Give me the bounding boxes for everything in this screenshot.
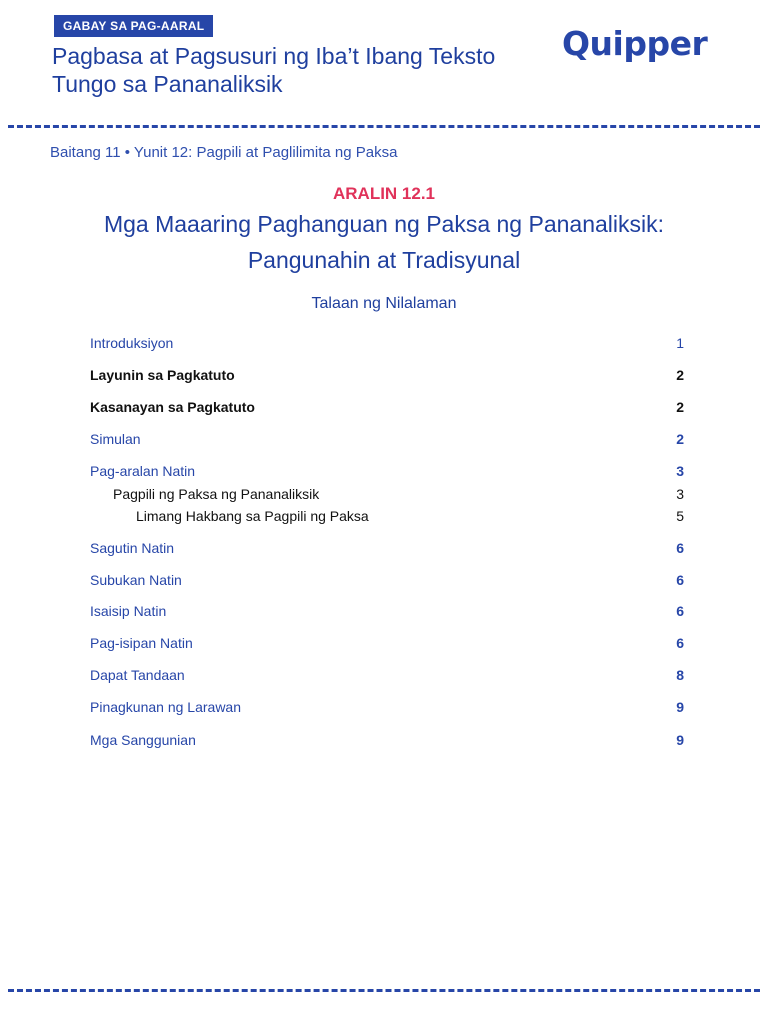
toc-item-label: Introduksiyon — [90, 335, 174, 351]
toc-item-page: 2 — [676, 367, 684, 383]
toc-item-mga-sanggunian[interactable] — [90, 731, 684, 749]
lesson-label: ARALIN 12.1 — [332, 184, 436, 203]
lesson-title: Mga Maaaring Paghanguan ng Paksa ng Pananaliksik: Pangunahin at Tradisyunal — [103, 211, 665, 273]
guide-badge: GABAY SA PAG-AARAL — [54, 15, 213, 37]
toc-item-page: 6 — [676, 603, 684, 619]
toc-item-label: Kasanayan sa Pagkatuto — [90, 399, 255, 415]
toc-item-sagutin-natin[interactable] — [90, 539, 684, 557]
toc-item-label: Sagutin Natin — [90, 540, 175, 556]
toc-item-kasanayan[interactable] — [90, 398, 684, 416]
toc-item-label: Isaisip Natin — [90, 603, 167, 619]
toc-item-pagpili-ng-paksa[interactable] — [113, 485, 684, 503]
toc-item-label: Layunin sa Pagkatuto — [90, 367, 235, 383]
toc-item-page: 9 — [676, 732, 684, 748]
toc-item-pag-aralan-natin[interactable] — [90, 462, 684, 480]
toc-item-label: Dapat Tandaan — [90, 667, 185, 683]
toc-item-label: Pag-isipan Natin — [90, 635, 193, 651]
toc-item-dapat-tandaan[interactable] — [90, 666, 684, 684]
toc-item-page: 5 — [676, 508, 684, 524]
toc-heading: Talaan ng Nilalaman — [311, 295, 457, 312]
toc-item-pag-isipan-natin[interactable] — [90, 634, 684, 652]
toc-item-page: 8 — [676, 667, 684, 683]
toc-item-label: Pinagkunan ng Larawan — [90, 699, 242, 715]
toc-item-page: 2 — [676, 399, 684, 415]
toc-item-label: Limang Hakbang sa Pagpili ng Paksa — [136, 508, 369, 524]
toc-item-pinagkunan-ng-larawan[interactable] — [90, 698, 684, 716]
toc-item-page: 6 — [676, 635, 684, 651]
course-title: Pagbasa at Pagsusuri ng Iba’t Ibang Teksto Tungo sa Pananaliksik — [52, 43, 496, 97]
toc-item-page: 9 — [676, 699, 684, 715]
toc-item-introduksiyon[interactable] — [90, 334, 684, 352]
toc-item-label: Pag-aralan Natin — [90, 463, 196, 479]
toc-item-page: 6 — [676, 540, 684, 556]
toc-item-simulan[interactable] — [90, 430, 684, 448]
toc-item-limang-hakbang[interactable] — [136, 507, 684, 525]
quipper-logo: Quipper — [562, 24, 708, 63]
toc-item-page: 3 — [676, 463, 684, 479]
toc-item-label: Pagpili ng Paksa ng Pananaliksik — [113, 486, 320, 502]
toc-item-page: 2 — [676, 431, 684, 447]
toc-item-label: Simulan — [90, 431, 141, 447]
toc-item-page: 6 — [676, 572, 684, 588]
top-divider — [8, 125, 760, 128]
toc-item-subukan-natin[interactable] — [90, 571, 684, 589]
toc-item-layunin[interactable] — [90, 366, 684, 384]
toc-item-page: 1 — [676, 335, 684, 351]
toc-item-label: Subukan Natin — [90, 572, 182, 588]
breadcrumb: Baitang 11 • Yunit 12: Pagpili at Paglilimita ng Paksa — [50, 144, 398, 161]
bottom-divider — [8, 989, 760, 992]
toc-item-isaisip-natin[interactable] — [90, 602, 684, 620]
toc-item-page: 3 — [676, 486, 684, 502]
toc-item-label: Mga Sanggunian — [90, 732, 196, 748]
